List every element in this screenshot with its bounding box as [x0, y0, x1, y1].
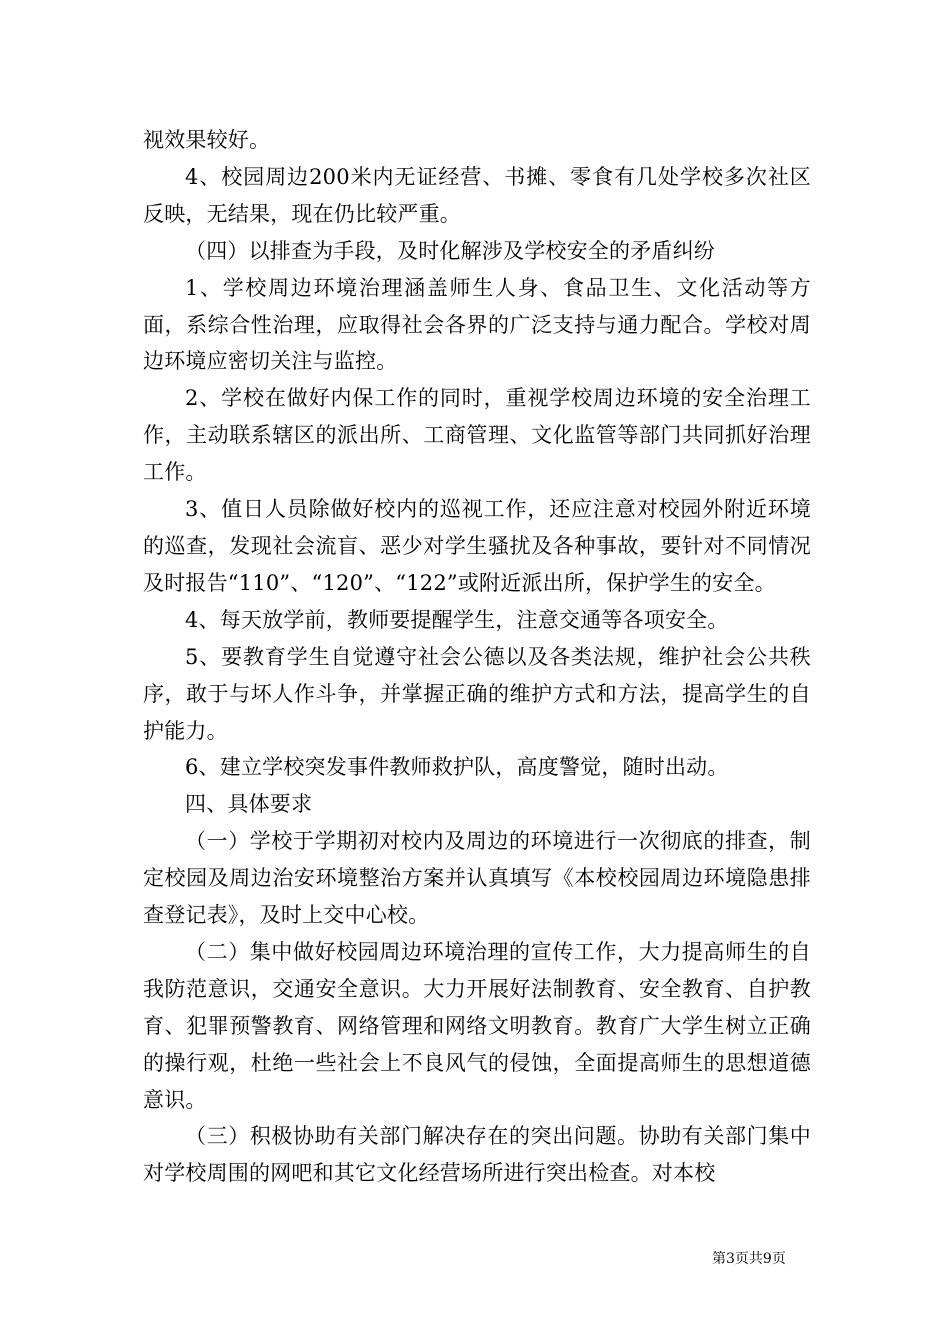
paragraph-8: 5、要教育学生自觉遵守社会公德以及各类法规，维护社会公共秩序，敢于与坏人作斗争，并掌握正确的维护方式和方法，提高学生的自护能力。 [143, 644, 811, 743]
paragraph-4: 1、学校周边环境治理涵盖师生人身、食品卫生、文化活动等方面，系综合性治理，应取得社会各界的广泛支持与通力配合。学校对周边环境应密切关注与监控。 [143, 275, 811, 374]
section-heading: 四、具体要求 [185, 792, 313, 817]
paragraph-2: 4、校园周边200米内无证经营、书摊、零食有几处学校多次社区反映，无结果，现在仍比较严重。 [143, 164, 811, 226]
paragraph-7: 4、每天放学前，教师要提醒学生，注意交通等各项安全。 [185, 607, 729, 632]
page-number: 第3页共9页 [712, 1251, 786, 1267]
paragraph-3: （四）以排查为手段，及时化解涉及学校安全的矛盾纠纷 [185, 238, 715, 263]
paragraph-1: 视效果较好。 [143, 128, 271, 152]
document-body [143, 122, 811, 1192]
paragraph-6: 3、值日人员除做好校内的巡视工作，还应注意对校园外附近环境的巡查，发现社会流盲、恶少对学生骚扰及各种事故，要针对不同情况及时报告“110”、“120”、“122”或附近派出所，保护学生的安全。 [143, 497, 811, 595]
paragraph-9: 6、建立学校突发事件教师救护队，高度警觉，随时出动。 [185, 755, 729, 780]
paragraph-12: （三）积极协助有关部门解决存在的突出问题。协助有关部门集中对学校周围的网吧和其它文化经营场所进行突出检查。对本校 [143, 1124, 811, 1186]
paragraph-5: 2、学校在做好内保工作的同时，重视学校周边环境的安全治理工作，主动联系辖区的派出所、工商管理、文化监管等部门共同抓好治理工作。 [143, 386, 811, 485]
paragraph-10: （一）学校于学期初对校内及周边的环境进行一次彻底的排查，制定校园及周边治安环境整治方案并认真填写《本校校园周边环境隐患排查登记表》，及时上交中心校。 [143, 829, 811, 928]
paragraph-11: （二）集中做好校园周边环境治理的宣传工作，大力提高师生的自我防范意识，交通安全意识。大力开展好法制教育、安全教育、自护教育、犯罪预警教育、网络管理和网络文明教育。教育广大学生树立正确的操行观，杜绝一些社会上不良风气的侵蚀，全面提高师生的思想道德意识。 [143, 939, 811, 1112]
